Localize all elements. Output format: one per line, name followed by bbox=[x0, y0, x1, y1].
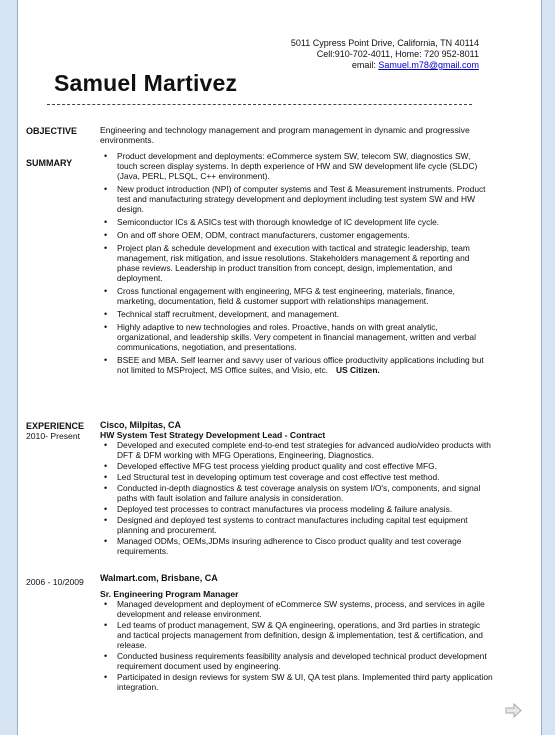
resume-page bbox=[17, 0, 542, 735]
job-duty-item: • Managed ODMs, OEMs,JDMs insuring adherence to Cisco product quality and test coverage requirements. bbox=[100, 536, 495, 556]
job-entry bbox=[100, 420, 495, 557]
objective-label: OBJECTIVE bbox=[26, 126, 78, 136]
summary-item: • Project plan & schedule development and execution with tactical and strategic leadership, team management, risk mitigation, and issue resolutions. Stakeholders management & reporting and phase reviews. Leadership in product transition from concept, design, implementation, and deployment. bbox=[100, 243, 490, 283]
job-duties-list bbox=[100, 599, 495, 692]
summary-item: • On and off shore OEM, ODM, contract manufacturers, customer engagements. bbox=[100, 230, 490, 240]
email-label: email: bbox=[351, 60, 379, 70]
summary-list bbox=[100, 151, 490, 375]
next-page-arrow-icon[interactable] bbox=[505, 702, 522, 719]
divider-rule bbox=[47, 104, 472, 105]
summary-item: • Product development and deployments: eCommerce system SW, telecom SW, diagnostics SW, touch screen display systems. In depth experience of HW and SW development life cycle (SLDC) (Java, PERL, PLSQL, C++ environment). bbox=[100, 151, 490, 181]
job-duty-item: • Participated in design reviews for system SW & UI, QA test plans. Implemented third party application integration. bbox=[100, 672, 495, 692]
job-duty-item: • Designed and deployed test systems to contract manufactures including capital test equipment planning and procurement. bbox=[100, 515, 495, 535]
summary-item: • Cross functional engagement with engineering, MFG & test engineering, materials, finance, marketing, documentation, field & customer support with relationships management. bbox=[100, 286, 490, 306]
candidate-name: Samuel Martivez bbox=[54, 70, 238, 96]
citizenship: US Citizen. bbox=[336, 365, 380, 375]
job-duty-item: • Developed effective MFG test process yielding product quality and cost effective MFG. bbox=[100, 461, 495, 471]
job-duty-item: • Conducted in-depth diagnostics & test coverage analysis on system I/O's, components, and signal paths with fault isolation and failure analysis in consideration. bbox=[100, 483, 495, 503]
summary-item: • Highly adaptive to new technologies and roles. Proactive, hands on with great analytic, organizational, and leadership skills. Very competent in financial management, written and verbal communications, negotiation, and presentations. bbox=[100, 322, 490, 352]
summary-item: • Technical staff recruitment, development, and management. bbox=[100, 309, 490, 319]
job-duty-item: • Managed development and deployment of eCommerce SW systems, process, and services in agile development and release environment. bbox=[100, 599, 495, 619]
job-company: Cisco, Milpitas, CA bbox=[100, 420, 182, 430]
job-duty-item: • Developed and executed complete end-to-end test strategies for advanced audio/video products with DFT & DFM working with MFG Operations, Engineering, Diagnostics. bbox=[100, 440, 495, 460]
email-line bbox=[291, 60, 479, 71]
job-role: HW System Test Strategy Development Lead - Contract bbox=[100, 430, 326, 440]
job-dates: 2010- Present bbox=[26, 431, 80, 441]
job-duty-item: • Conducted business requirements feasibility analysis and developed technical product development requirement document used by engineering. bbox=[100, 651, 495, 671]
contact-block bbox=[291, 38, 479, 71]
job-entry bbox=[100, 573, 495, 693]
summary-list-wrap bbox=[100, 151, 490, 378]
summary-label: SUMMARY bbox=[26, 158, 73, 168]
job-duty-item: • Led Structural test in developing optimum test coverage and cost effective test method. bbox=[100, 472, 495, 482]
job-duty-item: • Led teams of product management, SW & QA engineering, operations, and 3rd parties in strategic and tactical projects management from definition, design & implementation, test & certification, and release. bbox=[100, 620, 495, 650]
job-duties-list bbox=[100, 440, 495, 556]
summary-item: • New product introduction (NPI) of computer systems and Test & Measurement instruments. Product test and manufacturing strategy development and deployment including test system SW and HW design. bbox=[100, 184, 490, 214]
job-duty-item: • Deployed test processes to contract manufactures via process modeling & failure analysis. bbox=[100, 504, 495, 514]
address: 5011 Cypress Point Drive, California, TN 40114 bbox=[290, 38, 479, 48]
phone-numbers: Cell:910-702-4011, Home: 720 952-8011 bbox=[316, 49, 479, 59]
summary-item: • BSEE and MBA. Self learner and savvy user of various office productivity applications including but not limited to MSProject, MS Office suites, and Visio, etc. US Citizen. bbox=[100, 355, 490, 375]
email-link[interactable]: Samuel.m78@gmail.com bbox=[378, 60, 479, 70]
job-company: Walmart.com, Brisbane, CA bbox=[100, 573, 218, 583]
job-dates: 2006 - 10/2009 bbox=[26, 577, 84, 587]
experience-label: EXPERIENCE bbox=[26, 421, 85, 431]
summary-item: • Semiconductor ICs & ASICs test with thorough knowledge of IC development life cycle. bbox=[100, 217, 490, 227]
job-role: Sr. Engineering Program Manager bbox=[100, 589, 239, 599]
objective-text: Engineering and technology management and program management in dynamic and progressive environments. bbox=[100, 125, 470, 145]
